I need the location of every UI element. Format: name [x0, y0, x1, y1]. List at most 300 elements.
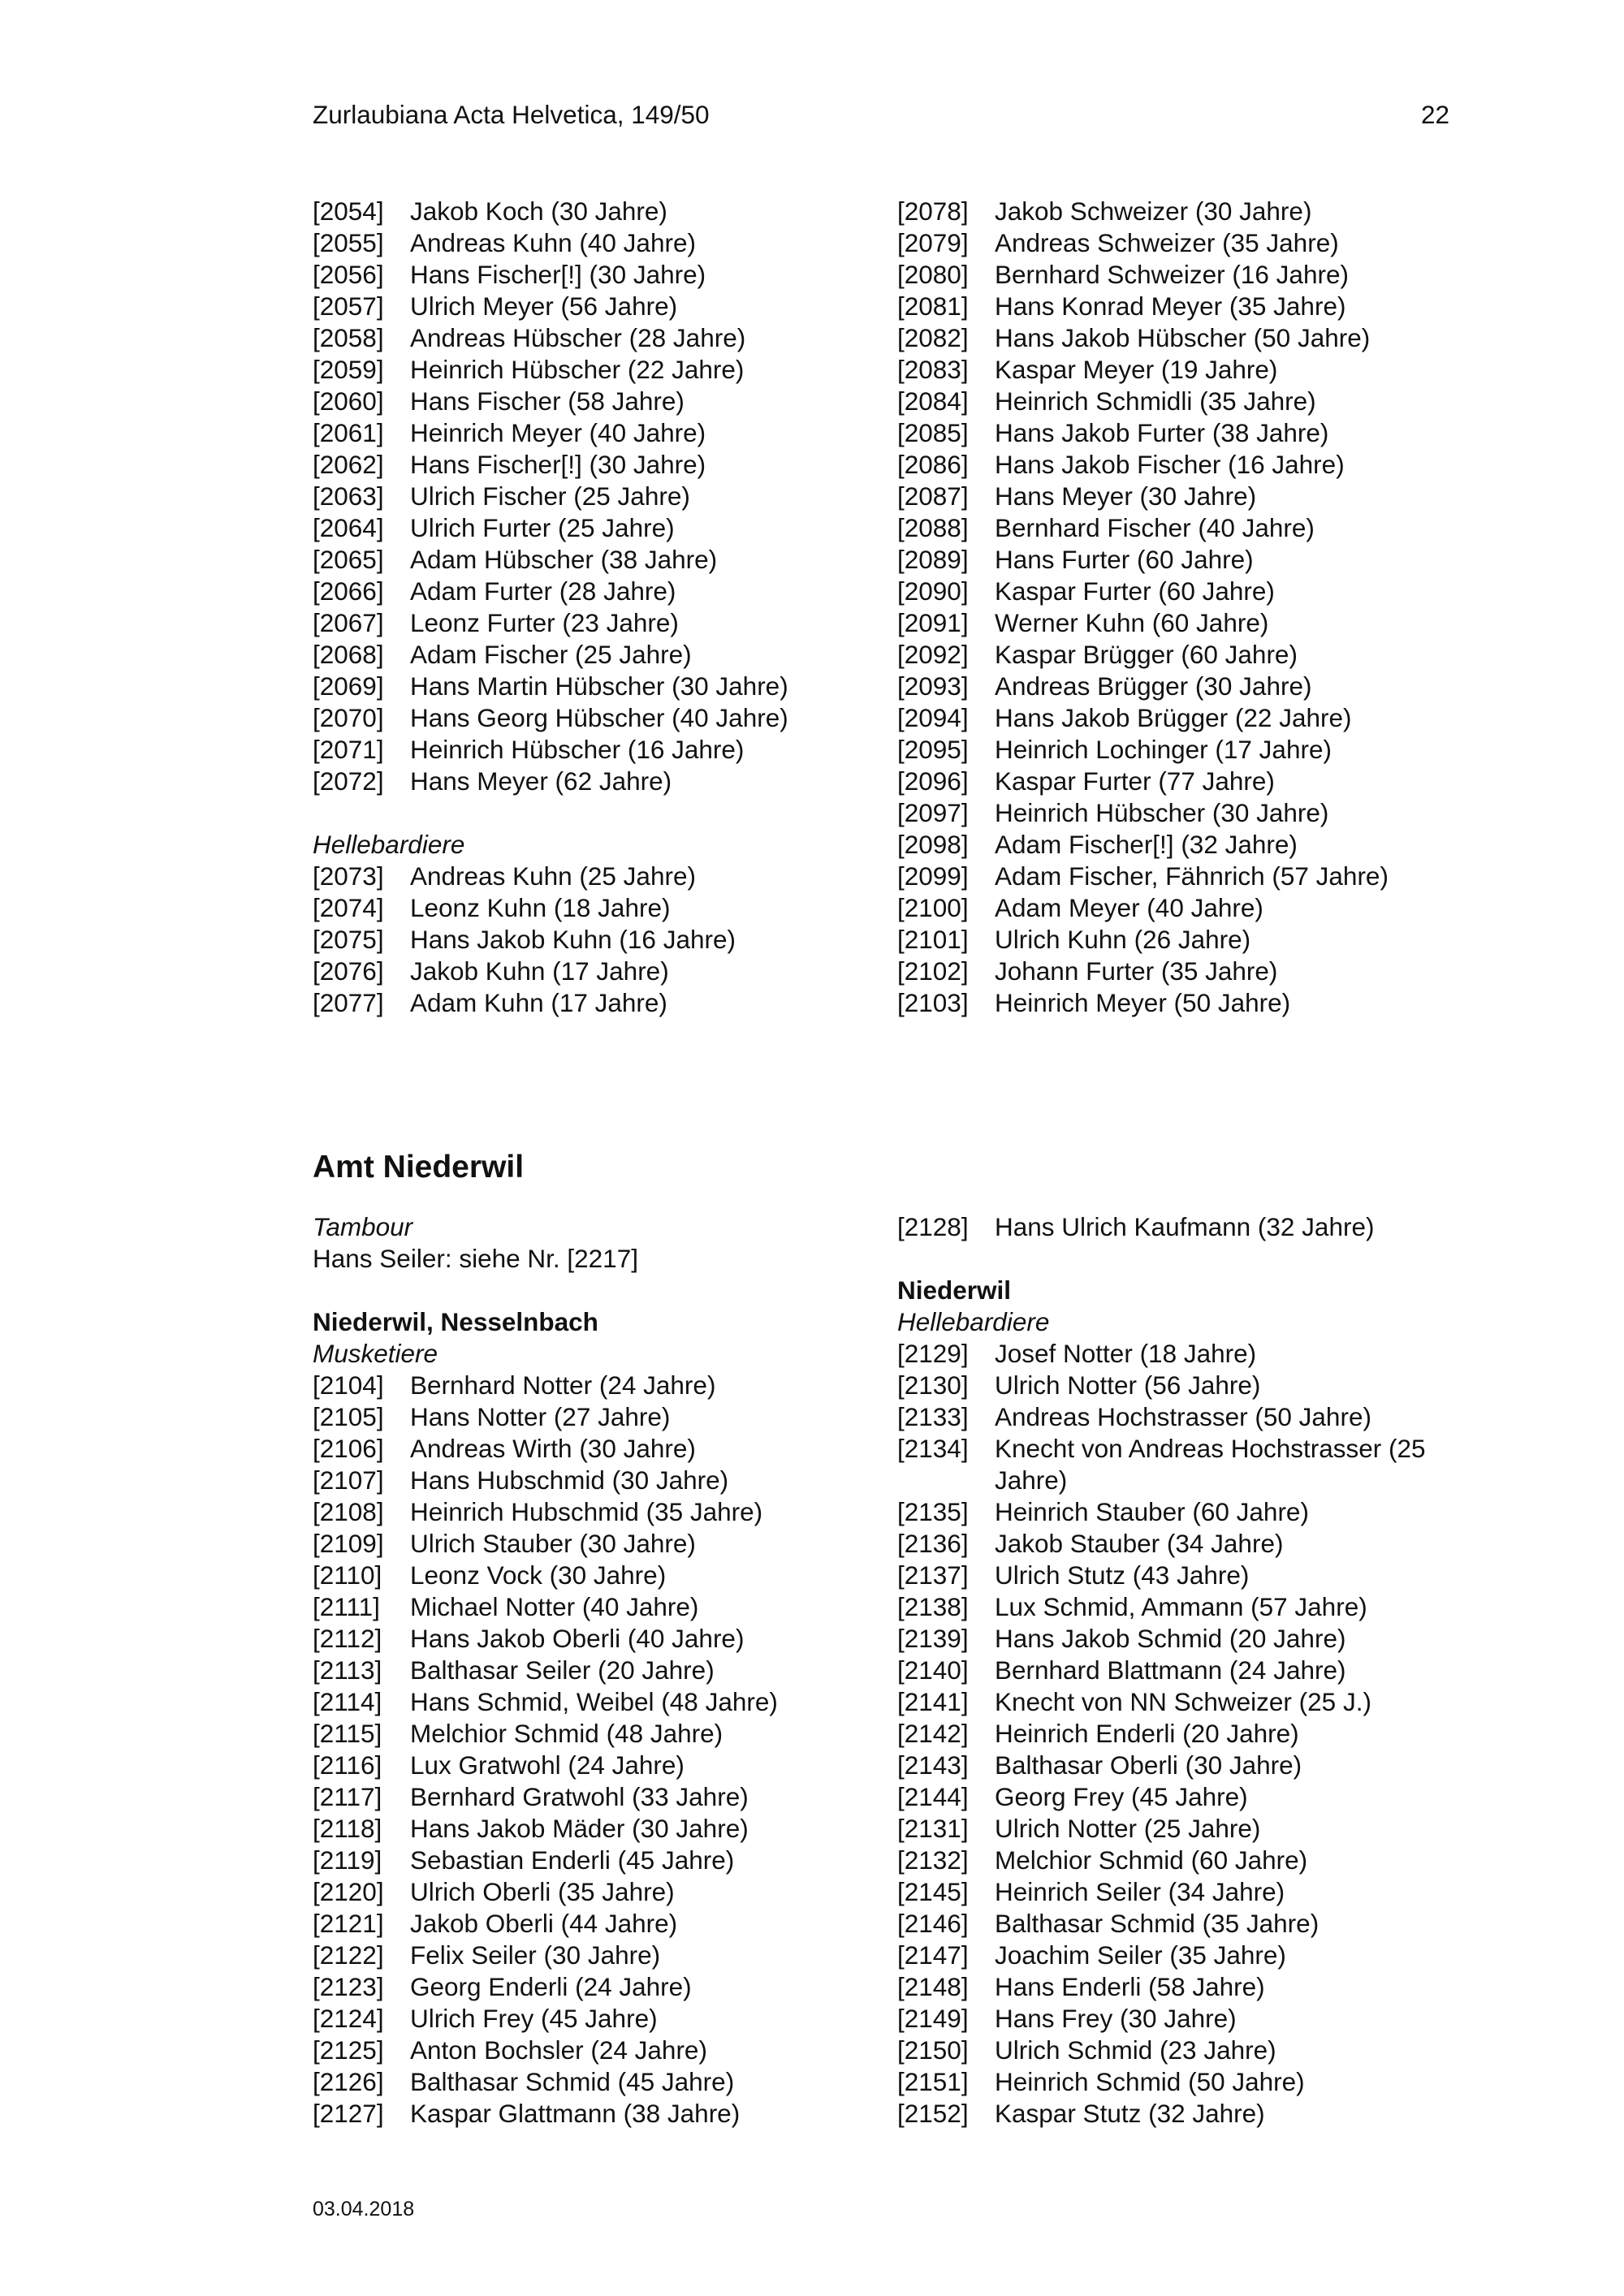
list-item [313, 607, 865, 639]
entry-number: [2054] [313, 196, 384, 226]
entry-text: Jakob Stauber (34 Jahre) [995, 1529, 1284, 1558]
list-item [897, 1496, 1449, 1528]
list-item [313, 639, 865, 671]
list-item [313, 576, 865, 607]
entry-number: [2100] [897, 893, 969, 922]
entry-text: Adam Fischer (25 Jahre) [410, 640, 692, 669]
entry-number: [2075] [313, 925, 384, 954]
list-item [897, 1908, 1449, 1940]
entry-number: [2096] [897, 766, 969, 796]
entry-text: Andreas Kuhn (25 Jahre) [410, 861, 696, 891]
list-item [313, 1623, 865, 1655]
entry-number: [2076] [313, 956, 384, 986]
entry-number: [2144] [897, 1782, 969, 1811]
entry-text: Jakob Koch (30 Jahre) [410, 196, 667, 226]
list-item [897, 1845, 1449, 1876]
entry-text: Heinrich Seiler (34 Jahre) [995, 1877, 1285, 1906]
entry-text: Balthasar Seiler (20 Jahre) [410, 1655, 715, 1685]
entry-text: Heinrich Meyer (40 Jahre) [410, 418, 706, 447]
entry-text: Leonz Vock (30 Jahre) [410, 1560, 667, 1590]
entry-text: Georg Enderli (24 Jahre) [410, 1972, 692, 2001]
entry-number: [2067] [313, 608, 384, 637]
list-item [897, 196, 1449, 227]
entry-text: Heinrich Hübscher (22 Jahre) [410, 355, 745, 384]
group-heading-niederwil: Niederwil [897, 1275, 1012, 1305]
entry-number: [2103] [897, 988, 969, 1017]
list-item [313, 2035, 865, 2066]
entry-text: Jakob Kuhn (17 Jahre) [410, 956, 669, 986]
entry-number: [2072] [313, 766, 384, 796]
list-item [897, 291, 1449, 322]
entry-number: [2091] [897, 608, 969, 637]
list-item [313, 2066, 865, 2098]
list-item [897, 1211, 1449, 1243]
entry-text: Andreas Hochstrasser (50 Jahre) [995, 1402, 1371, 1431]
spacer [313, 1275, 865, 1306]
list-item [313, 702, 865, 734]
entry-text: Kaspar Furter (60 Jahre) [995, 576, 1275, 606]
entry-number: [2071] [313, 735, 384, 764]
entry-number: [2062] [313, 450, 384, 479]
bottom-right-list [897, 1338, 1449, 2130]
entry-number: [2127] [313, 2099, 384, 2128]
entry-text: Heinrich Stauber (60 Jahre) [995, 1497, 1309, 1526]
list-item [313, 1781, 865, 1813]
entry-text: Hans Jakob Kuhn (16 Jahre) [410, 925, 736, 954]
entry-text: Adam Hübscher (38 Jahre) [410, 545, 718, 574]
entry-number: [2107] [313, 1465, 384, 1495]
entry-text: Balthasar Schmid (45 Jahre) [410, 2067, 735, 2096]
entry-number: [2116] [313, 1750, 382, 1780]
page-number: 22 [1420, 100, 1449, 129]
list-item [313, 354, 865, 386]
entry-number: [2136] [897, 1529, 969, 1558]
entry-text: Michael Notter (40 Jahre) [410, 1592, 699, 1621]
entry-text: Georg Frey (45 Jahre) [995, 1782, 1248, 1811]
entry-text: Hans Jakob Mäder (30 Jahre) [410, 1814, 749, 1843]
entry-text: Ulrich Schmid (23 Jahre) [995, 2035, 1276, 2065]
entry-number: [2089] [897, 545, 969, 574]
entry-number: [2102] [897, 956, 969, 986]
list-item [897, 1781, 1449, 1813]
entry-number: [2119] [313, 1845, 382, 1875]
entry-text: Balthasar Schmid (35 Jahre) [995, 1909, 1320, 1938]
entry-text: Adam Kuhn (17 Jahre) [410, 988, 667, 1017]
list-item [897, 576, 1449, 607]
list-item [897, 1750, 1449, 1781]
entry-text: Adam Meyer (40 Jahre) [995, 893, 1263, 922]
list-item [897, 1591, 1449, 1623]
list-item [313, 861, 865, 892]
entry-number: [2135] [897, 1497, 969, 1526]
section-title: Amt Niederwil [313, 1150, 525, 1185]
entry-text: Leonz Furter (23 Jahre) [410, 608, 679, 637]
entry-text: Hans Schmid, Weibel (48 Jahre) [410, 1687, 778, 1716]
entry-text: Bernhard Gratwohl (33 Jahre) [410, 1782, 749, 1811]
entry-text: Lux Gratwohl (24 Jahre) [410, 1750, 685, 1780]
entry-text: Andreas Brügger (30 Jahre) [995, 671, 1312, 701]
entry-number: [2113] [313, 1655, 382, 1685]
entry-number: [2150] [897, 2035, 969, 2065]
entry-number: [2104] [313, 1370, 384, 1400]
list-item [897, 892, 1449, 924]
top-left-list-2 [313, 861, 865, 1019]
entry-number: [2149] [897, 2004, 969, 2033]
entry-number: [2128] [897, 1212, 969, 1241]
entry-text: Hans Jakob Oberli (40 Jahre) [410, 1624, 745, 1653]
entry-number: [2152] [897, 2099, 969, 2128]
entry-text: Andreas Schweizer (35 Jahre) [995, 228, 1339, 257]
entry-text: Andreas Kuhn (40 Jahre) [410, 228, 696, 257]
entry-text: Andreas Wirth (30 Jahre) [410, 1434, 696, 1463]
top-left-list [313, 196, 865, 797]
list-item [897, 1528, 1449, 1560]
entry-text: Joachim Seiler (35 Jahre) [995, 1940, 1286, 1970]
entry-number: [2094] [897, 703, 969, 732]
entry-text: Hans Jakob Furter (38 Jahre) [995, 418, 1329, 447]
top-left-column [313, 196, 865, 1019]
list-item [313, 481, 865, 512]
list-item [897, 797, 1449, 829]
list-item [313, 1655, 865, 1686]
list-item [897, 322, 1449, 354]
entry-number: [2069] [313, 671, 384, 701]
entry-number: [2078] [897, 196, 969, 226]
list-item [313, 1465, 865, 1496]
list-item [897, 1940, 1449, 1971]
entry-number: [2146] [897, 1909, 969, 1938]
list-item [313, 2003, 865, 2035]
entry-text: Kaspar Meyer (19 Jahre) [995, 355, 1278, 384]
list-item [313, 766, 865, 797]
entry-number: [2077] [313, 988, 384, 1017]
entry-number: [2109] [313, 1529, 384, 1558]
entry-number: [2148] [897, 1972, 969, 2001]
list-item [313, 1560, 865, 1591]
entry-number: [2123] [313, 1972, 384, 2001]
list-item [313, 1528, 865, 1560]
entry-number: [2097] [897, 798, 969, 827]
entry-text: Ulrich Stutz (43 Jahre) [995, 1560, 1250, 1590]
list-item [313, 1496, 865, 1528]
entry-number: [2108] [313, 1497, 384, 1526]
entry-number: [2095] [897, 735, 969, 764]
list-item [897, 766, 1449, 797]
entry-number: [2087] [897, 481, 969, 511]
entry-number: [2115] [313, 1719, 382, 1748]
list-item [897, 1813, 1449, 1845]
top-right-column [897, 196, 1449, 1019]
entry-text: Adam Fischer[!] (32 Jahre) [995, 830, 1298, 859]
entry-text: Hans Ulrich Kaufmann (32 Jahre) [995, 1212, 1375, 1241]
entry-number: [2086] [897, 450, 969, 479]
group-heading-niederwil-nesselnbach: Niederwil, Nesselnbach [313, 1307, 598, 1336]
entry-text: Kaspar Brügger (60 Jahre) [995, 640, 1298, 669]
entry-text: Ulrich Notter (25 Jahre) [995, 1814, 1261, 1843]
entry-number: [2085] [897, 418, 969, 447]
entry-text: Heinrich Schmidli (35 Jahre) [995, 386, 1316, 416]
entry-text: Hans Jakob Brügger (22 Jahre) [995, 703, 1352, 732]
entry-text: Leonz Kuhn (18 Jahre) [410, 893, 671, 922]
entry-text: Knecht von NN Schweizer (25 J.) [995, 1687, 1371, 1716]
entry-text: Ulrich Notter (56 Jahre) [995, 1370, 1261, 1400]
entry-number: [2138] [897, 1592, 969, 1621]
entry-text: Heinrich Hubschmid (35 Jahre) [410, 1497, 763, 1526]
running-header-title: Zurlaubiana Acta Helvetica, 149/50 [313, 100, 710, 129]
entry-text: Anton Bochsler (24 Jahre) [410, 2035, 707, 2065]
entry-number: [2140] [897, 1655, 969, 1685]
entry-number: [2083] [897, 355, 969, 384]
entry-text: Hans Fischer[!] (30 Jahre) [410, 450, 706, 479]
entry-number: [2134] [897, 1434, 969, 1463]
list-item [897, 1655, 1449, 1686]
list-item [897, 2003, 1449, 2035]
entry-number: [2073] [313, 861, 384, 891]
list-item [313, 322, 865, 354]
tambour-label: Tambour [313, 1212, 413, 1241]
list-item [313, 892, 865, 924]
list-item [897, 924, 1449, 956]
list-item [897, 607, 1449, 639]
list-item [313, 956, 865, 987]
entry-text: Heinrich Hübscher (30 Jahre) [995, 798, 1329, 827]
list-item [313, 512, 865, 544]
list-item [313, 544, 865, 576]
entry-text: Hans Jakob Hübscher (50 Jahre) [995, 323, 1371, 352]
entry-text: Hans Enderli (58 Jahre) [995, 1972, 1265, 2001]
entry-text: Ulrich Kuhn (26 Jahre) [995, 925, 1251, 954]
entry-number: [2124] [313, 2004, 384, 2033]
entry-text: Heinrich Hübscher (16 Jahre) [410, 735, 745, 764]
entry-text: Melchior Schmid (48 Jahre) [410, 1719, 723, 1748]
list-item [313, 924, 865, 956]
list-item [897, 1686, 1449, 1718]
list-item [313, 734, 865, 766]
list-item [897, 1433, 1449, 1496]
entry-number: [2065] [313, 545, 384, 574]
entry-number: [2055] [313, 228, 384, 257]
subheading-hellebardiere: Hellebardiere [897, 1307, 1050, 1336]
entry-text: Bernhard Blattmann (24 Jahre) [995, 1655, 1346, 1685]
list-item [897, 671, 1449, 702]
entry-text: Josef Notter (18 Jahre) [995, 1339, 1257, 1368]
entry-text: Hans Fischer[!] (30 Jahre) [410, 260, 706, 289]
entry-number: [2068] [313, 640, 384, 669]
entry-text: Ulrich Stauber (30 Jahre) [410, 1529, 696, 1558]
entry-number: [2084] [897, 386, 969, 416]
entry-number: [2059] [313, 355, 384, 384]
entry-text: Ulrich Meyer (56 Jahre) [410, 291, 678, 321]
list-item [897, 2098, 1449, 2130]
bottom-right-column [897, 1211, 1449, 2130]
entry-text: Ulrich Frey (45 Jahre) [410, 2004, 658, 2033]
entry-number: [2061] [313, 418, 384, 447]
list-item [897, 956, 1449, 987]
entry-number: [2142] [897, 1719, 969, 1748]
list-item [313, 1718, 865, 1750]
entry-number: [2147] [897, 1940, 969, 1970]
entry-text: Balthasar Oberli (30 Jahre) [995, 1750, 1302, 1780]
entry-number: [2151] [897, 2067, 969, 2096]
spacer [897, 1243, 1449, 1275]
list-item [897, 1401, 1449, 1433]
entry-number: [2080] [897, 260, 969, 289]
entry-text: Jakob Oberli (44 Jahre) [410, 1909, 678, 1938]
entry-text: Hans Furter (60 Jahre) [995, 545, 1254, 574]
subheading-musketiere: Musketiere [313, 1339, 438, 1368]
list-item [313, 1750, 865, 1781]
list-item [897, 386, 1449, 417]
entry-text: Bernhard Fischer (40 Jahre) [995, 513, 1315, 542]
list-item [313, 1433, 865, 1465]
entry-number: [2118] [313, 1814, 382, 1843]
entry-number: [2082] [897, 323, 969, 352]
list-item [897, 259, 1449, 291]
entry-number: [2130] [897, 1370, 969, 1400]
entry-text: Lux Schmid, Ammann (57 Jahre) [995, 1592, 1367, 1621]
entry-text: Ulrich Furter (25 Jahre) [410, 513, 675, 542]
entry-text: Johann Furter (35 Jahre) [995, 956, 1278, 986]
entry-text: Adam Fischer, Fähnrich (57 Jahre) [995, 861, 1389, 891]
entry-text: Hans Meyer (30 Jahre) [995, 481, 1257, 511]
entry-text: Andreas Hübscher (28 Jahre) [410, 323, 746, 352]
list-item [897, 1971, 1449, 2003]
list-item [313, 1591, 865, 1623]
entry-text: Kaspar Furter (77 Jahre) [995, 766, 1275, 796]
list-item [897, 2066, 1449, 2098]
list-item [313, 196, 865, 227]
entry-text: Adam Furter (28 Jahre) [410, 576, 676, 606]
entry-number: [2066] [313, 576, 384, 606]
entry-number: [2090] [897, 576, 969, 606]
list-item [897, 1560, 1449, 1591]
entry-number: [2131] [897, 1814, 969, 1843]
entry-text: Hans Martin Hübscher (30 Jahre) [410, 671, 788, 701]
entry-text: Hans Georg Hübscher (40 Jahre) [410, 703, 788, 732]
entry-number: [2126] [313, 2067, 384, 2096]
entry-text: Melchior Schmid (60 Jahre) [995, 1845, 1308, 1875]
entry-text: Hans Frey (30 Jahre) [995, 2004, 1237, 2033]
subheading-hellebardiere: Hellebardiere [313, 830, 465, 859]
entry-number: [2125] [313, 2035, 384, 2065]
list-item [313, 1908, 865, 1940]
list-item [313, 291, 865, 322]
entry-text: Hans Hubschmid (30 Jahre) [410, 1465, 729, 1495]
list-item [897, 1718, 1449, 1750]
entry-number: [2139] [897, 1624, 969, 1653]
list-item [313, 1971, 865, 2003]
list-item [897, 1338, 1449, 1370]
list-item [897, 512, 1449, 544]
tambour-text: Hans Seiler: siehe Nr. [2217] [313, 1244, 638, 1273]
list-item [897, 702, 1449, 734]
entry-text: Heinrich Schmid (50 Jahre) [995, 2067, 1305, 2096]
list-item [313, 1370, 865, 1401]
entry-number: [2081] [897, 291, 969, 321]
entry-number: [2141] [897, 1687, 969, 1716]
list-item [313, 1876, 865, 1908]
entry-number: [2099] [897, 861, 969, 891]
list-item [897, 639, 1449, 671]
entry-text: Ulrich Oberli (35 Jahre) [410, 1877, 675, 1906]
entry-number: [2129] [897, 1339, 969, 1368]
entry-number: [2111] [313, 1592, 380, 1621]
entry-number: [2098] [897, 830, 969, 859]
list-item [313, 671, 865, 702]
entry-number: [2070] [313, 703, 384, 732]
list-item [313, 1686, 865, 1718]
entry-number: [2063] [313, 481, 384, 511]
entry-number: [2112] [313, 1624, 382, 1653]
list-item [313, 1845, 865, 1876]
entry-number: [2143] [897, 1750, 969, 1780]
entry-text: Heinrich Enderli (20 Jahre) [995, 1719, 1299, 1748]
entry-text: Heinrich Meyer (50 Jahre) [995, 988, 1291, 1017]
list-item [897, 354, 1449, 386]
entry-text: Ulrich Fischer (25 Jahre) [410, 481, 690, 511]
bottom-left-column [313, 1211, 865, 2130]
entry-text: Hans Fischer (58 Jahre) [410, 386, 685, 416]
list-item [897, 829, 1449, 861]
top-right-list [897, 196, 1449, 1019]
entry-number: [2088] [897, 513, 969, 542]
entry-text: Knecht von Andreas Hochstrasser (25 Jahre) [995, 1434, 1426, 1495]
entry-number: [2133] [897, 1402, 969, 1431]
entry-text: Hans Notter (27 Jahre) [410, 1402, 671, 1431]
entry-text: Werner Kuhn (60 Jahre) [995, 608, 1269, 637]
entry-number: [2101] [897, 925, 969, 954]
list-item [313, 227, 865, 259]
entry-text: Felix Seiler (30 Jahre) [410, 1940, 661, 1970]
entry-text: Hans Jakob Schmid (20 Jahre) [995, 1624, 1346, 1653]
list-item [897, 227, 1449, 259]
entry-number: [2145] [897, 1877, 969, 1906]
entry-number: [2105] [313, 1402, 384, 1431]
entry-text: Bernhard Schweizer (16 Jahre) [995, 260, 1349, 289]
list-item [313, 987, 865, 1019]
list-item [313, 449, 865, 481]
list-item [897, 1623, 1449, 1655]
footer-date: 03.04.2018 [313, 2198, 415, 2220]
entry-number: [2074] [313, 893, 384, 922]
entry-text: Jakob Schweizer (30 Jahre) [995, 196, 1312, 226]
list-item [897, 2035, 1449, 2066]
list-item [897, 544, 1449, 576]
list-item [313, 259, 865, 291]
list-item [897, 417, 1449, 449]
entry-number: [2122] [313, 1940, 384, 1970]
entry-number: [2120] [313, 1877, 384, 1906]
bottom-left-list [313, 1370, 865, 2130]
spacer [313, 797, 865, 829]
entry-number: [2106] [313, 1434, 384, 1463]
entry-number: [2093] [897, 671, 969, 701]
entry-text: Kaspar Glattmann (38 Jahre) [410, 2099, 741, 2128]
list-item [313, 386, 865, 417]
list-item [313, 1940, 865, 1971]
entry-text: Hans Jakob Fischer (16 Jahre) [995, 450, 1345, 479]
entry-number: [2060] [313, 386, 384, 416]
list-item [897, 481, 1449, 512]
entry-number: [2079] [897, 228, 969, 257]
entry-number: [2137] [897, 1560, 969, 1590]
list-item [897, 734, 1449, 766]
entry-text: Sebastian Enderli (45 Jahre) [410, 1845, 735, 1875]
entry-number: [2058] [313, 323, 384, 352]
entry-number: [2057] [313, 291, 384, 321]
list-item [897, 1370, 1449, 1401]
list-item [897, 987, 1449, 1019]
